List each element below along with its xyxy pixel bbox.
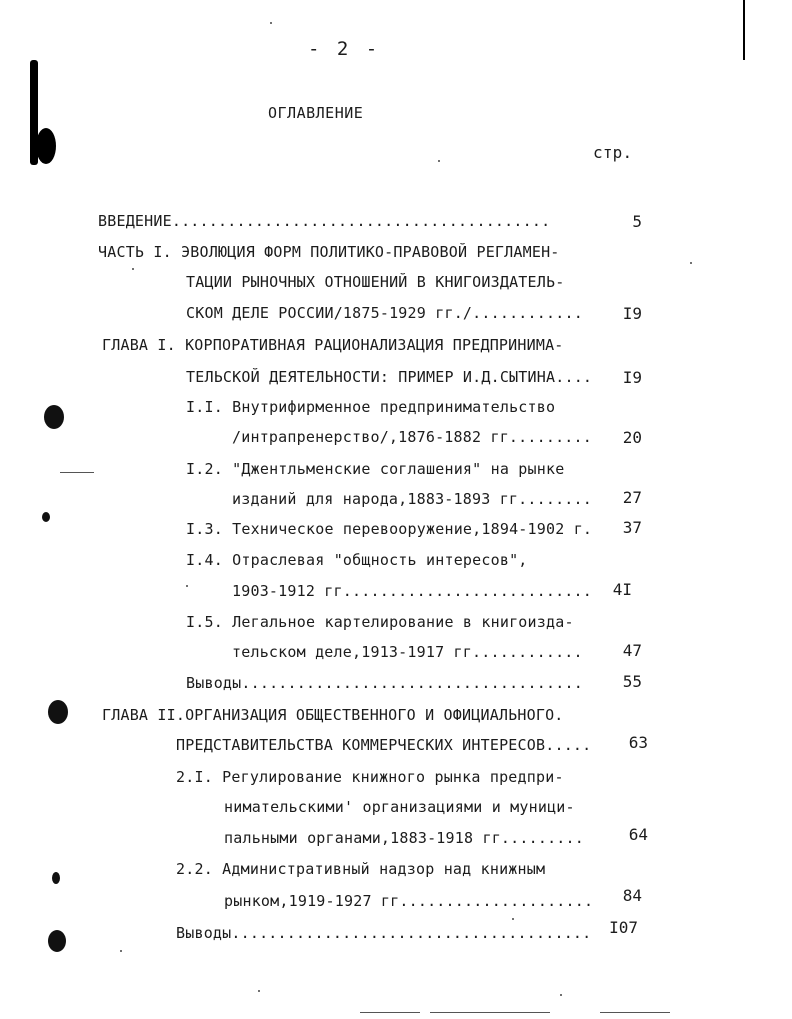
toc-entry-chapter-1-cont: ТЕЛЬСКОЙ ДЕЯТЕЛЬНОСТИ: ПРИМЕР И.Д.СЫТИНА....	[186, 368, 593, 386]
scan-speck	[120, 950, 122, 952]
scan-speck	[258, 990, 260, 992]
toc-title: ОГЛАВЛЕНИЕ	[268, 104, 364, 122]
scan-speck	[512, 918, 514, 920]
toc-entry-section-1-1: I.I. Внутрифирменное предпринимательство	[186, 398, 556, 416]
scan-left-edge-bleed	[36, 128, 56, 164]
scan-dash-4	[600, 1012, 670, 1013]
binder-hole-2	[48, 700, 68, 724]
toc-entry-conclusions-2: Выводы.......................................	[176, 924, 592, 942]
toc-entry-section-1-5: I.5. Легальное картелирование в книгоизда-	[186, 613, 574, 631]
toc-entry-part-1: ЧАСТЬ I. ЭВОЛЮЦИЯ ФОРМ ПОЛИТИКО-ПРАВОВОЙ РЕГЛАМЕН-	[98, 243, 560, 261]
binder-hole-1	[44, 405, 64, 429]
toc-page-number: 5	[632, 212, 642, 231]
toc-entry-section-1-1-cont: /интрапренерство/,1876-1882 гг.........	[232, 428, 592, 446]
ink-dot-2	[52, 872, 60, 884]
scan-speck	[690, 262, 692, 264]
toc-page-number: I07	[609, 918, 638, 937]
toc-entry-section-1-4: I.4. Отраслевая "общность интересов",	[186, 551, 528, 569]
scan-speck	[132, 268, 134, 270]
toc-entry-section-1-4-cont: 1903-1912 гг...........................	[232, 582, 592, 600]
binder-hole-3	[48, 930, 66, 952]
page-number: - 2 -	[308, 38, 381, 60]
toc-entry-part-1-cont: ТАЦИИ РЫНОЧНЫХ ОТНОШЕНИЙ В КНИГОИЗДАТЕЛЬ-	[186, 273, 565, 291]
toc-entry-section-2-1-cont: нимательскими' организациями и муници-	[224, 798, 575, 816]
toc-entry-introduction: ВВЕДЕНИЕ.........................................	[98, 212, 551, 230]
toc-entry-section-2-1: 2.I. Регулирование книжного рынка предпри-	[176, 768, 564, 786]
scan-dash-1	[60, 472, 94, 473]
toc-entry-chapter-1: ГЛАВА I. КОРПОРАТИВНАЯ РАЦИОНАЛИЗАЦИЯ ПРЕДПРИНИМА-	[102, 336, 564, 354]
toc-page-number: I9	[622, 304, 642, 323]
toc-page-number: 27	[622, 488, 642, 507]
toc-entry-section-2-2-cont: рынком,1919-1927 гг.....................	[224, 892, 594, 910]
toc-entry-section-1-3: I.3. Техническое перевооружение,1894-1902 г.	[186, 520, 593, 538]
toc-page-number: 20	[622, 428, 642, 447]
toc-entry-part-1-cont: СКОМ ДЕЛЕ РОССИИ/1875-1929 гг./............	[186, 304, 583, 322]
toc-page-number: 37	[622, 518, 642, 537]
toc-page-number: 64	[628, 825, 648, 844]
toc-page-number: 63	[628, 733, 648, 752]
toc-entry-section-1-2: I.2. "Джентльменские соглашения" на рынке	[186, 460, 565, 478]
scan-right-edge	[743, 0, 745, 60]
toc-entry-conclusions-1: Выводы.....................................	[186, 674, 583, 692]
scan-speck	[270, 22, 272, 24]
scan-speck	[438, 160, 440, 162]
toc-entry-chapter-2: ГЛАВА II.ОРГАНИЗАЦИЯ ОБЩЕСТВЕННОГО И ОФИЦИАЛЬНОГО.	[102, 706, 564, 724]
toc-page-number: I9	[622, 368, 642, 387]
ink-dot-1	[42, 512, 50, 522]
toc-entry-section-2-2: 2.2. Административный надзор над книжным	[176, 860, 546, 878]
scan-speck	[186, 585, 188, 587]
toc-entry-section-1-5-cont: тельском деле,1913-1917 гг............	[232, 643, 583, 661]
toc-page-number: 47	[622, 641, 642, 660]
toc-page-number: 55	[622, 672, 642, 691]
toc-entry-section-2-1-cont: пальными органами,1883-1918 гг.........	[224, 829, 584, 847]
scan-speck	[560, 994, 562, 996]
scan-dash-3	[430, 1012, 550, 1013]
scan-dash-2	[360, 1012, 420, 1013]
toc-entry-section-1-2-cont: изданий для народа,1883-1893 гг........	[232, 490, 592, 508]
toc-page-number: 4I	[612, 580, 632, 599]
page-column-label: стр.	[593, 143, 633, 162]
toc-entry-chapter-2-cont: ПРЕДСТАВИТЕЛЬСТВА КОММЕРЧЕСКИХ ИНТЕРЕСОВ.....	[176, 736, 592, 754]
toc-page-number: 84	[622, 886, 642, 905]
